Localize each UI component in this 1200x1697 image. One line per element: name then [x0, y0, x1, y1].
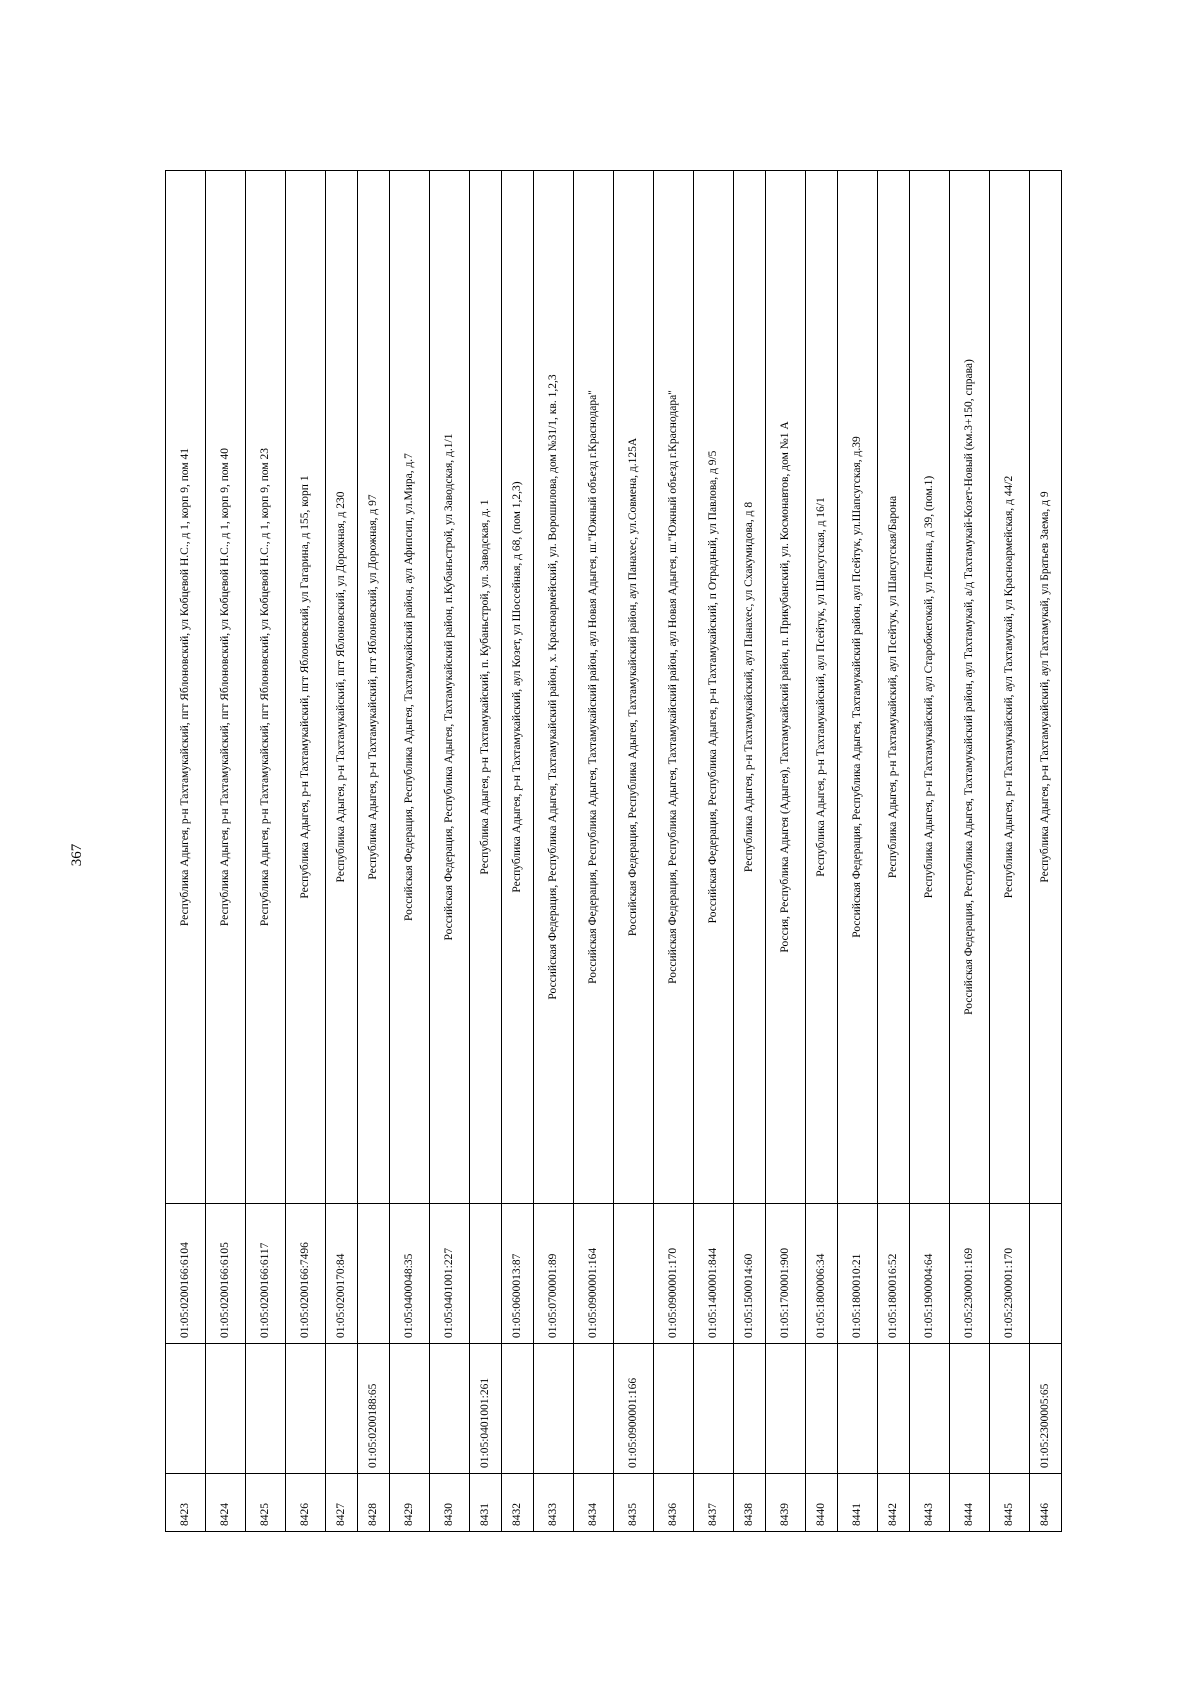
- cadastral-number-secondary-cell: 01:05:0200166:6105: [206, 1204, 246, 1344]
- address-cell: Российская Федерация, Республика Адыгея, Тахтамукайский район, х. Красноармейский, ул. Ворошилова, дом №31/1, кв. 1,2,3: [534, 171, 574, 1204]
- cadastral-number-secondary-cell: 01:05:0400048:35: [390, 1204, 430, 1344]
- row-number-cell: 8446: [1030, 1474, 1062, 1532]
- cadastral-number-secondary-cell: 01:05:0401001:227: [430, 1204, 470, 1344]
- cadastral-number-secondary-cell: 01:05:1800016:52: [878, 1204, 910, 1344]
- address-cell: Республика Адыгея, р-н Тахтамукайский, пгт Яблоновский, ул Дорожная, д 230: [326, 171, 358, 1204]
- table-row: [206, 171, 246, 1532]
- table-row: [878, 171, 910, 1532]
- address-cell: Российская Федерация, Республика Адыгея, Тахтамукайский район, п.Кубанъстрой, ул Заводская, д.1/1: [430, 171, 470, 1204]
- cadastral-number-secondary-cell: 01:05:0600013:87: [502, 1204, 534, 1344]
- cadastral-number-secondary-cell: 01:05:2300001:170: [990, 1204, 1030, 1344]
- address-cell: Республика Адыгея, р-н Тахтамукайский, аул Псейтук, ул Шапсугская/Барона: [878, 171, 910, 1204]
- cadastral-number-primary-cell: [950, 1344, 990, 1474]
- cadastral-number-secondary-cell: 01:05:0900001:164: [574, 1204, 614, 1344]
- cadastral-number-primary-cell: [326, 1344, 358, 1474]
- table-row: [694, 171, 734, 1532]
- address-cell: Республика Адыгея, р-н Тахтамукайский, пгт Яблоновский, ул Гагарина, д 155, корп 1: [286, 171, 326, 1204]
- address-cell: Республика Адыгея, р-н Тахтамукайский, аул Тахтамукай, ул Красноармейская, д 44/2: [990, 171, 1030, 1204]
- cadastral-number-secondary-cell: 01:05:0900001:170: [654, 1204, 694, 1344]
- address-cell: Республика Адыгея, р-н Тахтамукайский, пгт Яблоновский, ул Кобцевой Н.С., д 1, корп 9, пом 41: [166, 171, 206, 1204]
- cadastral-number-secondary-cell: [470, 1204, 502, 1344]
- address-cell: Республика Адыгея, р-н Тахтамукайский, пгт Яблоновский, ул Кобцевой Н.С., д 1, корп 9, пом 40: [206, 171, 246, 1204]
- table-row: [534, 171, 574, 1532]
- cadastral-number-primary-cell: [246, 1344, 286, 1474]
- table-row: [246, 171, 286, 1532]
- cadastral-number-secondary-cell: 01:05:0200170:84: [326, 1204, 358, 1344]
- cadastral-number-secondary-cell: 01:05:0200166:6104: [166, 1204, 206, 1344]
- table-row: [838, 171, 878, 1532]
- table-row: [430, 171, 470, 1532]
- table-row: [806, 171, 838, 1532]
- table-row: [286, 171, 326, 1532]
- cadastral-number-primary-cell: [286, 1344, 326, 1474]
- row-number-cell: 8443: [910, 1474, 950, 1532]
- table-row: [470, 171, 502, 1532]
- row-number-cell: 8438: [734, 1474, 766, 1532]
- cadastral-number-secondary-cell: 01:05:1800010:21: [838, 1204, 878, 1344]
- cadastral-number-primary-cell: [734, 1344, 766, 1474]
- table-row: [654, 171, 694, 1532]
- address-cell: Республика Адыгея, р-н Тахтамукайский, аул Козет, ул Шоссейная, д 68, (пом 1,2,3): [502, 171, 534, 1204]
- address-cell: Республика Адыгея, р-н Тахтамукайский, аул Псейтук, ул Шапсугская, д 16/1: [806, 171, 838, 1204]
- cadastral-number-primary-cell: [766, 1344, 806, 1474]
- table-row: [910, 171, 950, 1532]
- row-number-cell: 8441: [838, 1474, 878, 1532]
- table-row: [950, 171, 990, 1532]
- address-cell: Республика Адыгея, р-н Тахтамукайский, пгт Яблоновский, ул Дорожная, д 97: [358, 171, 390, 1204]
- cadastral-number-primary-cell: [990, 1344, 1030, 1474]
- row-number-cell: 8426: [286, 1474, 326, 1532]
- table-row: [614, 171, 654, 1532]
- cadastral-number-primary-cell: [390, 1344, 430, 1474]
- row-number-cell: 8425: [246, 1474, 286, 1532]
- row-number-cell: 8423: [166, 1474, 206, 1532]
- row-number-cell: 8439: [766, 1474, 806, 1532]
- cadastral-number-primary-cell: [206, 1344, 246, 1474]
- address-cell: Республика Адыгея, р-н Тахтамукайский, п. Кубаньстрой, ул. Заводская, д. 1: [470, 171, 502, 1204]
- cadastral-number-primary-cell: 01:05:0401001:261: [470, 1344, 502, 1474]
- cadastral-number-primary-cell: [878, 1344, 910, 1474]
- cadastral-number-primary-cell: [534, 1344, 574, 1474]
- cadastral-table: [165, 170, 1062, 1532]
- cadastral-number-primary-cell: [166, 1344, 206, 1474]
- cadastral-number-primary-cell: [910, 1344, 950, 1474]
- table-row: [990, 171, 1030, 1532]
- cadastral-number-primary-cell: 01:05:2300005:65: [1030, 1344, 1062, 1474]
- page-number: 367: [69, 843, 85, 867]
- cadastral-number-primary-cell: [654, 1344, 694, 1474]
- row-number-cell: 8430: [430, 1474, 470, 1532]
- row-number-cell: 8433: [534, 1474, 574, 1532]
- row-number-cell: 8424: [206, 1474, 246, 1532]
- row-number-cell: 8442: [878, 1474, 910, 1532]
- cadastral-number-primary-cell: [430, 1344, 470, 1474]
- row-number-cell: 8434: [574, 1474, 614, 1532]
- address-cell: Российская Федерация, Республика Адыгея, р-н Тахтамукайский, п Отрадный, ул Павлова, д 9/5: [694, 171, 734, 1204]
- address-cell: Российская Федерация, Республика Адыгея, Тахтамукайский район, аул Новая Адыгея, ш."Южный объезд г.Краснодара": [654, 171, 694, 1204]
- table-row: [390, 171, 430, 1532]
- cadastral-number-secondary-cell: 01:05:0700001:89: [534, 1204, 574, 1344]
- cadastral-number-secondary-cell: 01:05:0200166:7496: [286, 1204, 326, 1344]
- row-number-cell: 8428: [358, 1474, 390, 1532]
- row-number-cell: 8436: [654, 1474, 694, 1532]
- cadastral-number-secondary-cell: 01:05:1800006:34: [806, 1204, 838, 1344]
- cadastral-number-primary-cell: [574, 1344, 614, 1474]
- table-row: [1030, 171, 1062, 1532]
- row-number-cell: 8427: [326, 1474, 358, 1532]
- address-cell: Российская Федерация, Республика Адыгея, Тахтамукайский район, аул Афипсип, ул.Мира, д.7: [390, 171, 430, 1204]
- table-row: [734, 171, 766, 1532]
- table-row: [574, 171, 614, 1532]
- address-cell: Российская Федерация, Республика Адыгея, Тахтамукайский район, аул Панахес, ул.Совмена, д.125А: [614, 171, 654, 1204]
- address-cell: Республика Адыгея, р-н Тахтамукайский, аул Панахес, ул Схакумидова, д 8: [734, 171, 766, 1204]
- cadastral-number-primary-cell: 01:05:0200188:65: [358, 1344, 390, 1474]
- cadastral-number-secondary-cell: [614, 1204, 654, 1344]
- table-row: [358, 171, 390, 1532]
- row-number-cell: 8445: [990, 1474, 1030, 1532]
- row-number-cell: 8444: [950, 1474, 990, 1532]
- row-number-cell: 8432: [502, 1474, 534, 1532]
- row-number-cell: 8440: [806, 1474, 838, 1532]
- cadastral-number-primary-cell: [838, 1344, 878, 1474]
- table-row: [166, 171, 206, 1532]
- table-frame: [165, 170, 1051, 1532]
- cadastral-number-secondary-cell: 01:05:0200166:6117: [246, 1204, 286, 1344]
- table-row: [502, 171, 534, 1532]
- cadastral-number-secondary-cell: 01:05:1400001:844: [694, 1204, 734, 1344]
- table-row: [326, 171, 358, 1532]
- table-row: [766, 171, 806, 1532]
- row-number-cell: 8435: [614, 1474, 654, 1532]
- address-cell: Российская Федерация, Республика Адыгея, Тахтамукайский район, аул Псейтук, ул.Шапсугская, д.39: [838, 171, 878, 1204]
- cadastral-number-primary-cell: [502, 1344, 534, 1474]
- address-cell: Россия, Республика Адыгея (Адыгея), Тахтамукайский район, п. Прикубанский, ул. Космонавтов, дом №1 А: [766, 171, 806, 1204]
- row-number-cell: 8437: [694, 1474, 734, 1532]
- address-cell: Республика Адыгея, р-н Тахтамукайский, аул Тахтамукай, ул Братьев Заема, д 9: [1030, 171, 1062, 1204]
- row-number-cell: 8429: [390, 1474, 430, 1532]
- cadastral-number-secondary-cell: [1030, 1204, 1062, 1344]
- cadastral-number-secondary-cell: 01:05:1900004:64: [910, 1204, 950, 1344]
- cadastral-number-secondary-cell: 01:05:1500014:60: [734, 1204, 766, 1344]
- cadastral-number-secondary-cell: 01:05:1700001:900: [766, 1204, 806, 1344]
- table-body: [166, 171, 1062, 1532]
- address-cell: Российская Федерация, Республика Адыгея, Тахтамукайский район, аул Новая Адыгея, ш."Южный объезд г.Краснодара": [574, 171, 614, 1204]
- address-cell: Республика Адыгея, р-н Тахтамукайский, аул Старобжегокай, ул Ленина, д 39, (пом.1): [910, 171, 950, 1204]
- cadastral-number-primary-cell: [694, 1344, 734, 1474]
- cadastral-number-secondary-cell: [358, 1204, 390, 1344]
- address-cell: Российская Федерация, Республика Адыгея, Тахтамукайский район, аул Тахтамукай, а/д Тахтамукай-Козет-Новый (км.3+150, справа): [950, 171, 990, 1204]
- cadastral-number-secondary-cell: 01:05:2300001:169: [950, 1204, 990, 1344]
- cadastral-number-primary-cell: [806, 1344, 838, 1474]
- row-number-cell: 8431: [470, 1474, 502, 1532]
- rotated-table-wrapper: [165, 170, 1051, 1532]
- cadastral-number-primary-cell: 01:05:0900001:166: [614, 1344, 654, 1474]
- address-cell: Республика Адыгея, р-н Тахтамукайский, пгт Яблоновский, ул Кобцевой Н.С., д 1, корп 9, пом 23: [246, 171, 286, 1204]
